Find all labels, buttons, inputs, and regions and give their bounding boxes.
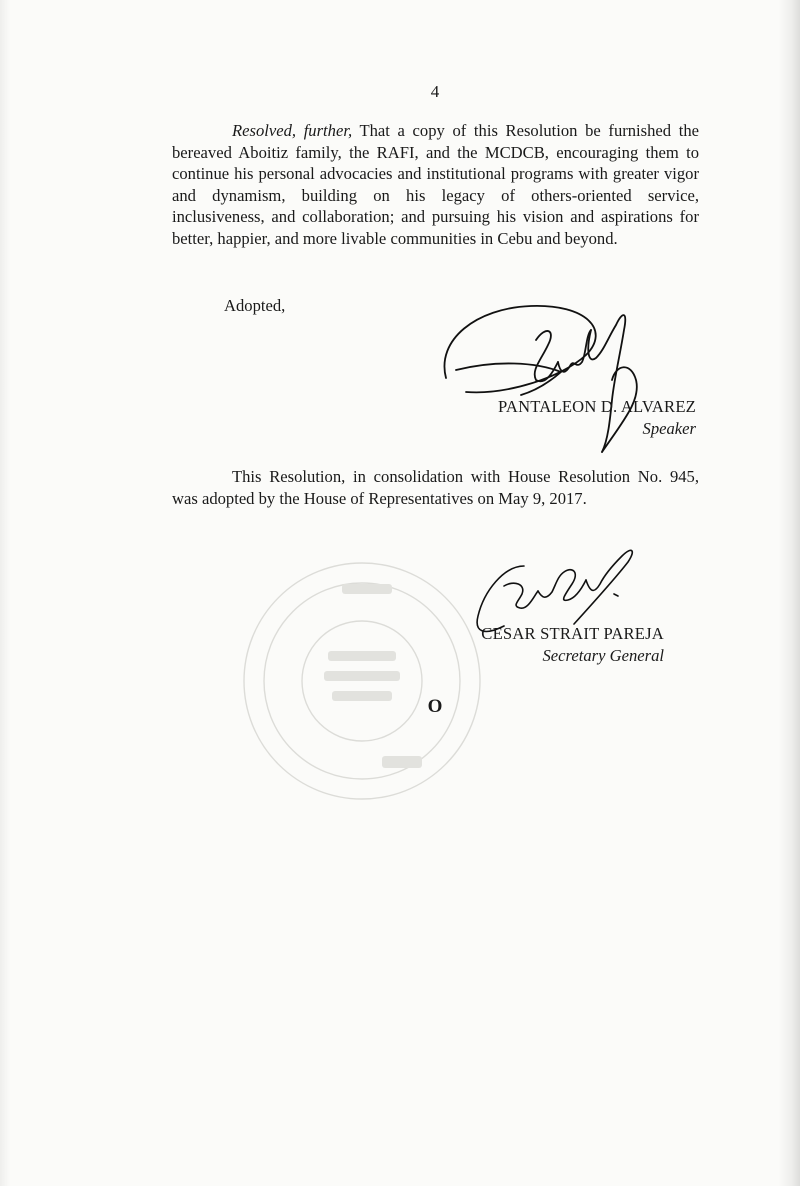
speaker-title: Speaker bbox=[642, 419, 696, 438]
page-number: 4 bbox=[430, 82, 440, 101]
adopted-label: Adopted, bbox=[224, 296, 286, 315]
resolved-further-text: That a copy of this Resolution be furnished the bereaved Aboitiz family, the RAFI, and the MCDCB, encouraging them to continue his personal advocacies and institutional programs with greater vigor and dynamism, building on his legacy of others-oriented service, inclusiveness, and collaboration; and pursuing his vision and aspirations for better, happier, and more livable communities in Cebu and beyond. bbox=[172, 121, 700, 248]
page-right-edge-shadow bbox=[778, 0, 800, 1186]
speaker-signature-block bbox=[400, 397, 696, 439]
resolved-further-lead: Resolved, further, bbox=[232, 121, 353, 140]
secretary-general-title: Secretary General bbox=[542, 646, 664, 665]
secretary-general-signature-block bbox=[400, 624, 664, 666]
speaker-name: PANTALEON D. ALVAREZ bbox=[498, 397, 696, 416]
secretary-general-name: CESAR STRAIT PAREJA bbox=[481, 624, 664, 643]
resolved-further-paragraph bbox=[172, 120, 699, 250]
consolidation-paragraph bbox=[172, 466, 699, 509]
consolidation-text: This Resolution, in consolidation with House Resolution No. 945, was adopted by the House of Representatives on May 9, 2017. bbox=[172, 467, 699, 508]
end-of-document-mark: O bbox=[427, 696, 443, 717]
page-left-edge-shadow bbox=[0, 0, 10, 1186]
embossed-seal-image bbox=[232, 546, 492, 816]
